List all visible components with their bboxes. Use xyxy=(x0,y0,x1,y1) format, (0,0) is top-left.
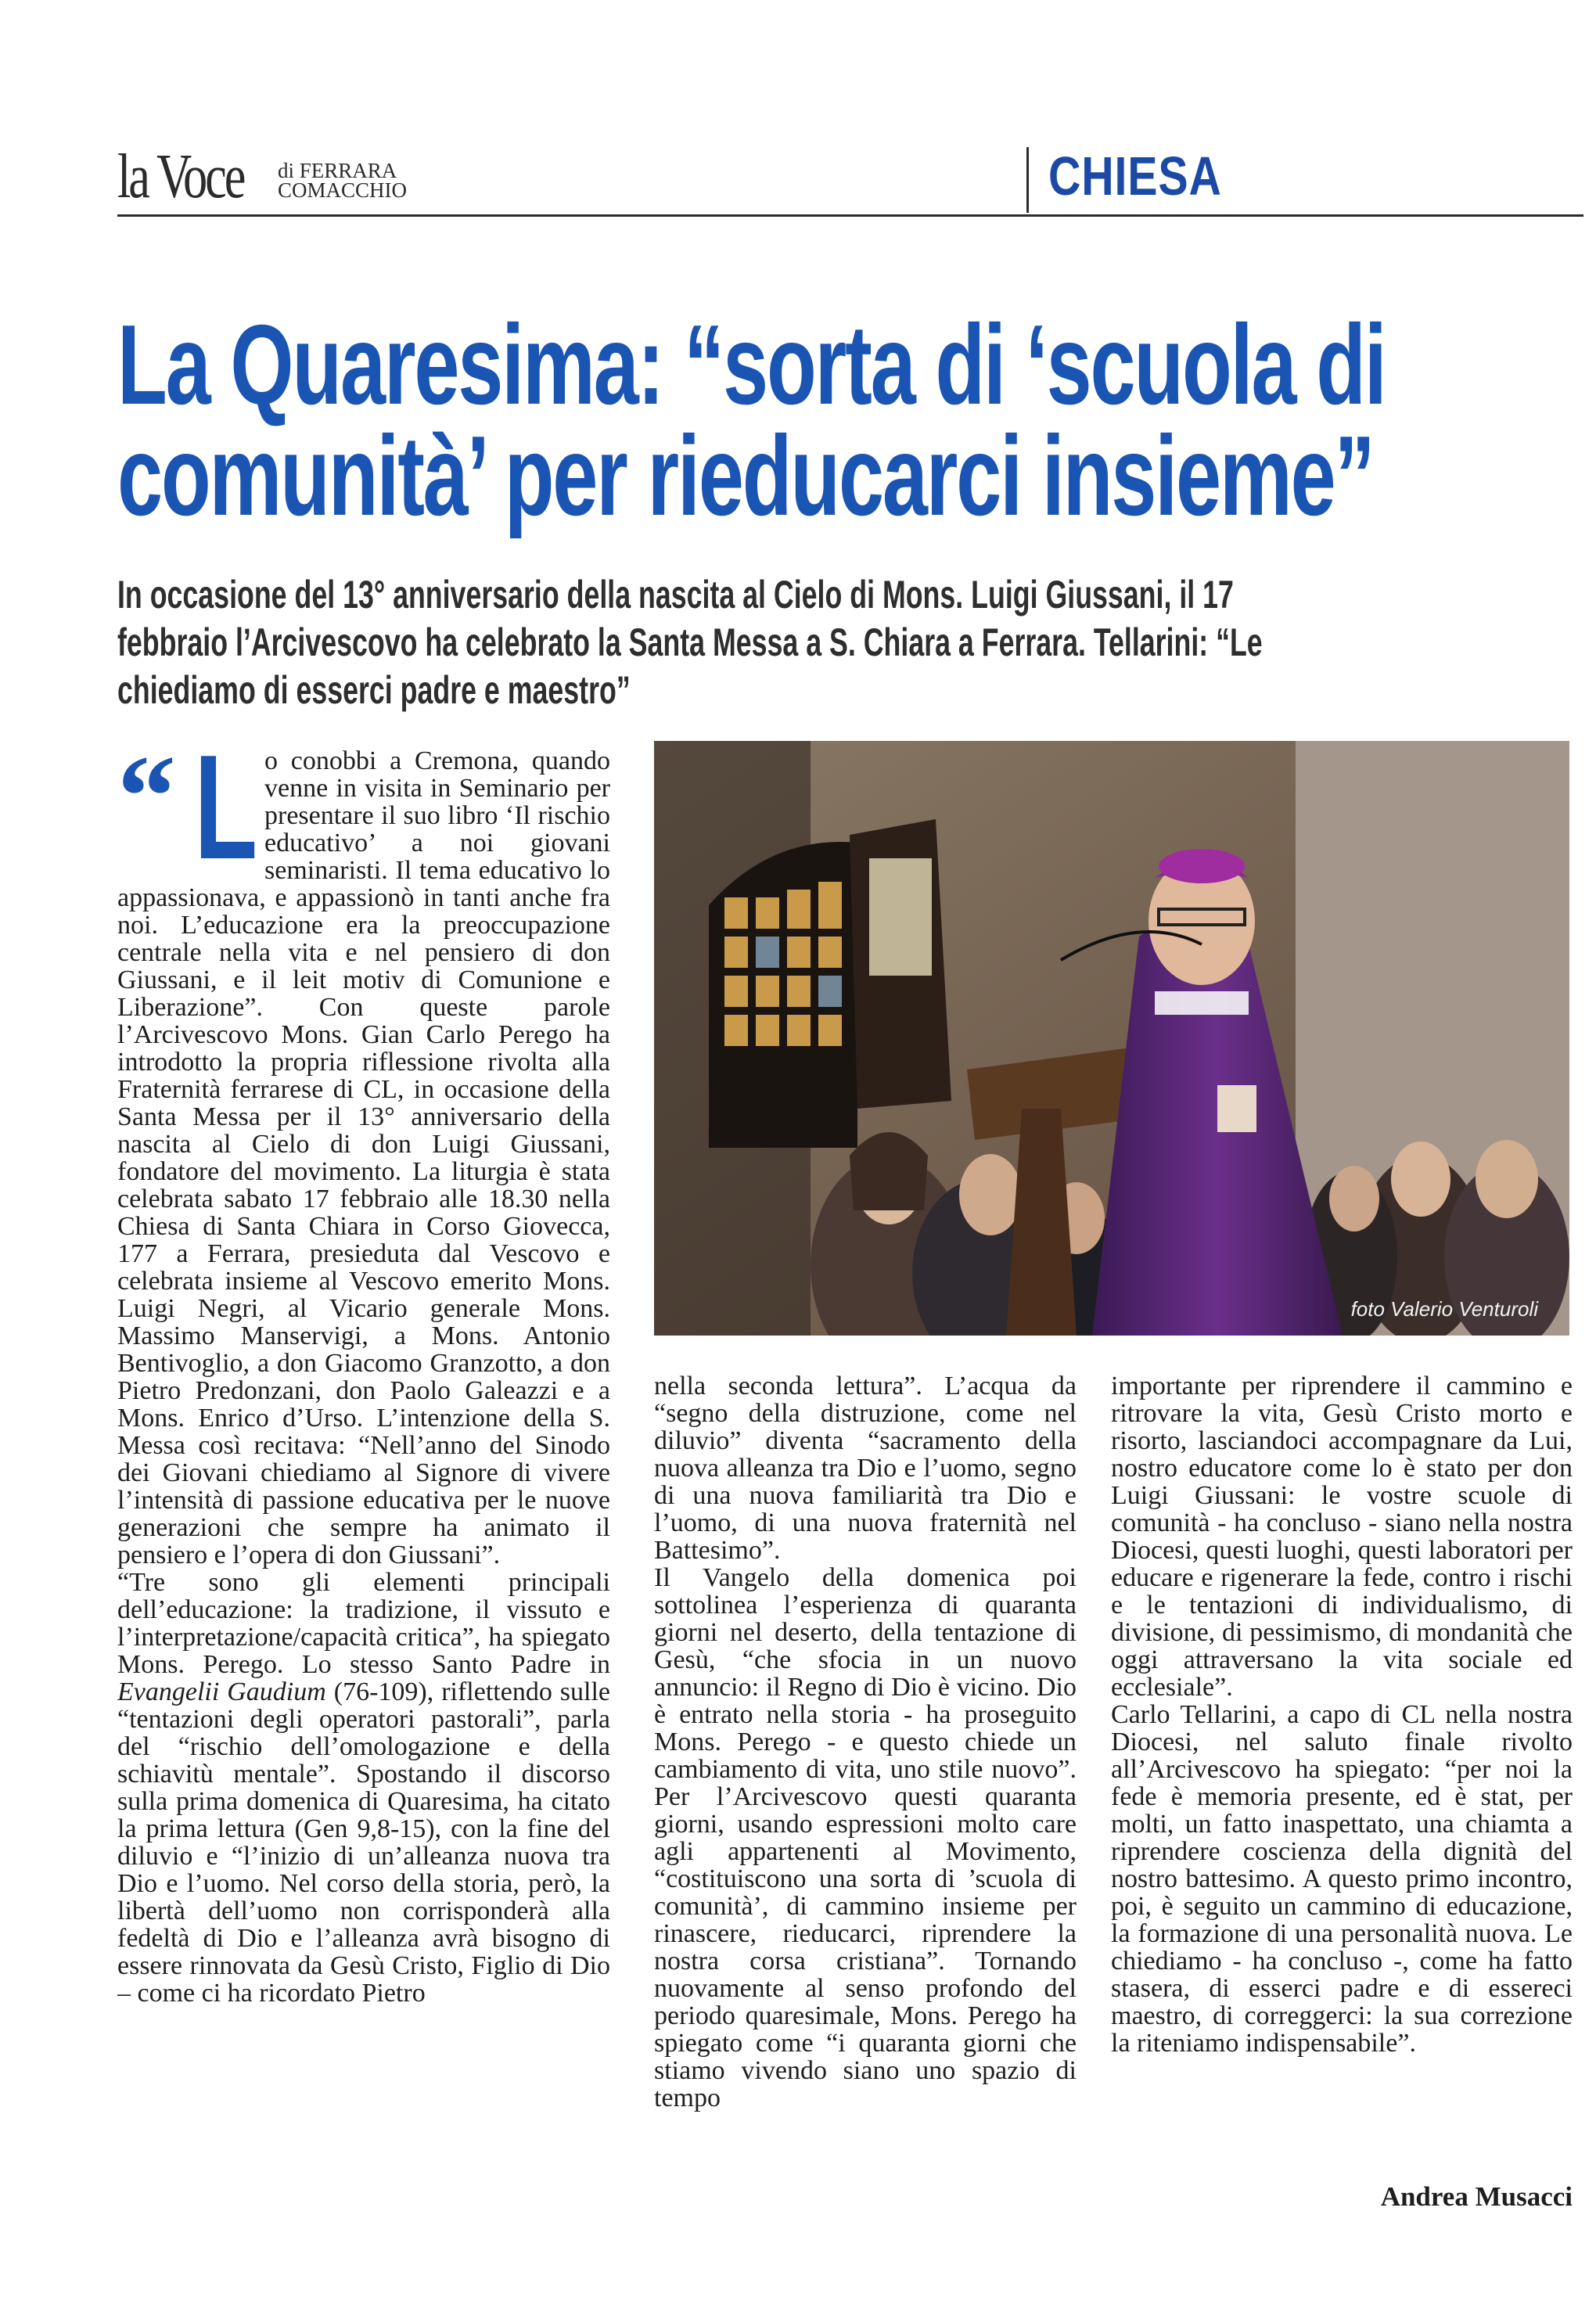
subheadline-line3: chiediamo di esserci padre e maestro” xyxy=(117,668,631,712)
masthead-logo xyxy=(117,142,408,214)
article-paragraph: importante per riprendere il cammino e ritrovare la vita, Gesù Cristo morto e risorto, lasciandoci accompagnare da Lui, nostro educatore come lo è stato per don Luigi Giussani: le vostre scuole di comunità - ha concluso - siano nella nostra Diocesi, questi luoghi, questi laboratori per educare e rigenerare la fede, contro i rischi e le tentazioni di individualismo, di divisione, di pessimismo, di mondanità che oggi attraversano la vita sociale ed ecclesiale”. xyxy=(1111,1372,1573,1702)
headline xyxy=(117,301,1469,539)
masthead-subtitle-line2: COMACCHIO xyxy=(278,178,408,202)
subheadline-line2: febbraio l’Arcivescovo ha celebrato la Santa Messa a S. Chiara a Ferrara. Tellarini: “Le xyxy=(117,620,1263,664)
article-paragraph: nella seconda lettura”. L’acqua da “segno della distruzione, come nel diluvio” diventa “sacramento della nuova alleanza tra Dio e l’uomo, segno di una nuova familiarità tra Dio e l’uomo, di una nuova fraternità nel Battesimo”. xyxy=(654,1372,1077,1565)
open-quote-icon: “ xyxy=(117,747,176,861)
photo-illustration xyxy=(654,741,1569,1336)
author-byline: Andrea Musacci xyxy=(1380,2181,1573,2212)
article-column-3 xyxy=(1111,1372,1573,2170)
article-paragraph xyxy=(117,1569,610,2007)
photo-credit: foto Valerio Venturoli xyxy=(1350,1297,1538,1321)
masthead-subtitle-line1: di FERRARA xyxy=(278,159,397,182)
masthead-title: la Voce xyxy=(117,142,244,211)
paragraph-text: “Tre sono gli elementi principali dell’educazione: la tradizione, il vissuto e l’interpretazione/capacità critica”, ha spiegato Mons. Perego. Lo stesso Santo Padre in xyxy=(117,1568,610,1679)
paragraph-text: (76-109), riflettendo sulle “tentazioni degli operatori pastorali”, parla del “rischio dell’omologazione e della schiavitù mentale”. Spostando il discorso sulla prima domenica di Quaresima, ha citato la prima lettura (Gen 9,8-15), con la fine del diluvio e “l’inizio di un’alleanza nuova tra Dio e l’uomo. Nel corso della storia, però, la libertà dell’uomo non corrisponderà alla fedeltà di Dio e l’alleanza avrà bisogno di essere rinnovata da Gesù Cristo, Figlio di Dio – come ci ha ricordato Pietro xyxy=(117,1677,610,2008)
subheadline-line1: In occasione del 13° anniversario della nascita al Cielo di Mons. Luigi Giussani, il 17 xyxy=(117,573,1234,617)
book-title-italic: Evangelii Gaudium xyxy=(117,1677,326,1706)
masthead-subtitle xyxy=(278,161,411,200)
headline-line2: comunità’ per rieducarci insieme” xyxy=(117,412,1374,539)
article-photo xyxy=(654,741,1569,1336)
article-paragraph: Il Vangelo della domenica poi sottolinea l’esperienza di quaranta giorni nel deserto, della tentazione di Gesù, “che sfocia in un nuovo annuncio: il Regno di Dio è vicino. Dio è entrato nella storia - ha proseguito Mons. Perego - e questo chiede un cambiamento di vita, uno stile nuovo”. Per l’Arcivescovo questi quaranta giorni, usando espressioni molto care agli appartenenti al Movimento, “costituiscono una sorta di ’scuola di comunità’, di cammino insieme per rinascere, rieducarci, riprendere la nostra corsa cristiana”. Tornando nuovamente al senso profondo del periodo quaresimale, Mons. Perego ha spiegato come “i quaranta giorni che stiamo vivendo siano uno spazio di tempo xyxy=(654,1563,1077,2112)
header-rule xyxy=(117,214,1583,217)
article-column-1 xyxy=(117,747,610,2202)
article-paragraph: Carlo Tellarini, a capo di CL nella nostra Diocesi, nel saluto finale rivolto all’Arcivescovo ha spiegato: “per noi la fede è memoria presente, ed è stat, per molti, un fatto inaspettato, una chiamta a riprendere coscienza della dignità del nostro battesimo. A questo primo incontro, poi, è seguito un cammino di educazione, la formazione di una personalità nuova. Le chiediamo - ha concluso -, come ha fatto stasera, di esserci padre e di essereci maestro, di correggerci: la sua correzione la riteniamo indispensabile”. xyxy=(1111,1700,1573,2058)
article-paragraph: o conobbi a Cremona, quando venne in visita in Seminario per presentare il suo libro ‘Il rischio educativo’ a noi giovani seminaristi. Il tema educativo lo appassionava, e appassionò in tanti anche fra noi. L’educazione era la preoccupazione centrale nella vita e nel pensiero di don Giussani, e il leit motiv di Comunione e Liberazione”. Con queste parole l’Arcivescovo Mons. Gian Carlo Perego ha introdotto la propria riflessione rivolta alla Fraternità ferrarese di CL, in occasione della Santa Messa per il 13° anniversario della nascita al Cielo di don Luigi Giussani, fondatore del movimento. La liturgia è stata celebrata sabato 17 febbraio alle 18.30 nella Chiesa di Santa Chiara in Corso Giovecca, 177 a Ferrara, presieduta dal Vescovo e celebrata insieme al Vescovo emerito Mons. Luigi Negri, al Vicario generale Mons. Massimo Manservigi, a Mons. Antonio Bentivoglio, a don Giacomo Granzotto, a don Pietro Predonzani, don Paolo Galeazzi e a Mons. Enrico d’Urso. L’intenzione della S. Messa così recitava: “Nell’anno del Sinodo dei Giovani chiediamo al Signore di vivere l’intensità di passione educativa per le nuove generazioni che sempre ha animato il pensiero e l’opera di don Giussani”. xyxy=(117,747,610,1569)
header-divider xyxy=(1026,147,1029,213)
article-column-2 xyxy=(654,1372,1077,2155)
section-label: CHIESA xyxy=(1048,146,1222,207)
drop-cap-block xyxy=(117,747,258,890)
headline-line1: La Quaresima: “sorta di ‘scuola di xyxy=(117,301,1386,428)
subheadline xyxy=(117,571,1583,714)
drop-cap: L xyxy=(194,747,258,890)
